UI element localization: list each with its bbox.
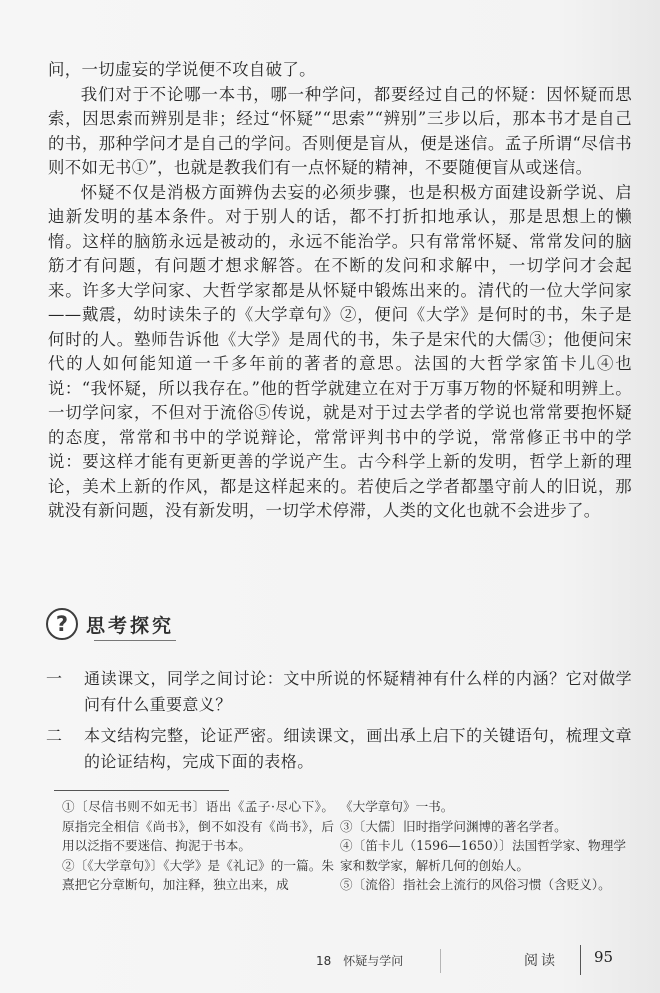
footnote-column-left bbox=[62, 797, 334, 895]
footnote: ②〔《大学章句》〕《大学》是《礼记》的一篇。朱熹把它分章断句，加注释，独立出来，成 bbox=[62, 857, 334, 892]
question-number: 一 bbox=[46, 669, 63, 688]
footnote-column-right bbox=[340, 797, 626, 895]
footnote: ④〔笛卡儿（1596—1650）〕法国哲学家、物理学家和数学家，解析几何的创始人。 bbox=[340, 838, 626, 873]
question-mark-icon: ? bbox=[46, 608, 78, 640]
footnote: ③〔大儒〕旧时指学问渊博的著名学者。 bbox=[340, 818, 567, 834]
question-list bbox=[46, 666, 632, 780]
question-number: 二 bbox=[46, 726, 63, 745]
section-underline bbox=[94, 640, 176, 641]
question-text: 通读课文，同学之间讨论：文中所说的怀疑精神有什么样的内涵？它对做学问有什么重要意义？ bbox=[84, 669, 632, 714]
footnote: ⑤〔流俗〕指社会上流行的风俗习惯（含贬义）。 bbox=[340, 877, 611, 892]
paragraph-2: 我们对于不论哪一本书，哪一种学问，都要经过自己的怀疑：因怀疑而思索，因思索而辨别是非；经过“怀疑”“思索”“辨别”三步以后，那本书才是自己的书，那种学问才是自己的学问。否则便是盲从，便是迷信。孟子所谓“尽信书则不如无书①”，也就是教我们有一点怀疑的精神，不要随便盲从或迷信。 bbox=[48, 84, 632, 177]
footer-divider bbox=[440, 949, 441, 973]
section-header bbox=[46, 608, 174, 640]
paragraph-3: 怀疑不仅是消极方面辨伪去妄的必须步骤，也是积极方面建设新学说、启迪新发明的基本条件。对于别人的话，都不打折扣地承认，那是思想上的懒惰。这样的脑筋永远是被动的，永远不能治学。只有常常怀疑、常常发问的脑筋才有问题，有问题才想求解答。在不断的发问和求解中，一切学问才会起来。许多大学问家、大哲学家都是从怀疑中锻炼出来的。清代的一位大学问家——戴震，幼时读朱子的《大学章句》②，便问《大学》是何时的书，朱子是何时的人。塾师告诉他《大学》是周代的书，朱子是宋代的大儒③；他便问宋代的人如何能知道一千多年前的著者的意思。法国的大哲学家笛卡儿④也说：“我怀疑，所以我存在。”他的哲学就建立在对于万事万物的怀疑和明辨上。一切学问家，不但对于流俗⑤传说，就是对于过去学者的学说也常常要抱怀疑的态度，常常和书中的学说辩论，常常评判书中的学说，常常修正书中的学说：要这样才能有更新更善的学说产生。古今科学上新的发明，哲学上新的理论，美术上新的作风，都是这样起来的。若使后之学者都墨守前人的旧说，那就没有新问题，没有新发明，一切学术停滞，人类的文化也就不会进步了。 bbox=[48, 182, 632, 520]
question-text: 本文结构完整，论证严密。细读课文，画出承上启下的关键语句，梳理文章的论证结构，完成下面的表格。 bbox=[84, 726, 632, 771]
page-number: 95 bbox=[594, 948, 614, 966]
paragraph-1: 问，一切虚妄的学说便不攻自破了。 bbox=[48, 60, 316, 79]
section-title: 思考探究 bbox=[86, 614, 175, 637]
footer-divider bbox=[580, 945, 581, 975]
lesson-title: 18 怀疑与学问 bbox=[316, 954, 404, 968]
body-text bbox=[48, 58, 632, 524]
footnotes bbox=[62, 797, 626, 895]
page-footer bbox=[0, 943, 660, 973]
question-item bbox=[46, 723, 632, 775]
footnote-continuation: 《大学章句》一书。 bbox=[340, 799, 454, 814]
footnote-divider bbox=[54, 790, 229, 791]
unit-label: 阅读 bbox=[524, 953, 558, 969]
question-item bbox=[46, 666, 632, 718]
footnote: ①〔尽信书则不如无书〕语出《孟子·尽心下》。原指完全相信《尚书》，倒不如没有《尚书》，后用以泛指不要迷信、拘泥于书本。 bbox=[62, 799, 334, 853]
